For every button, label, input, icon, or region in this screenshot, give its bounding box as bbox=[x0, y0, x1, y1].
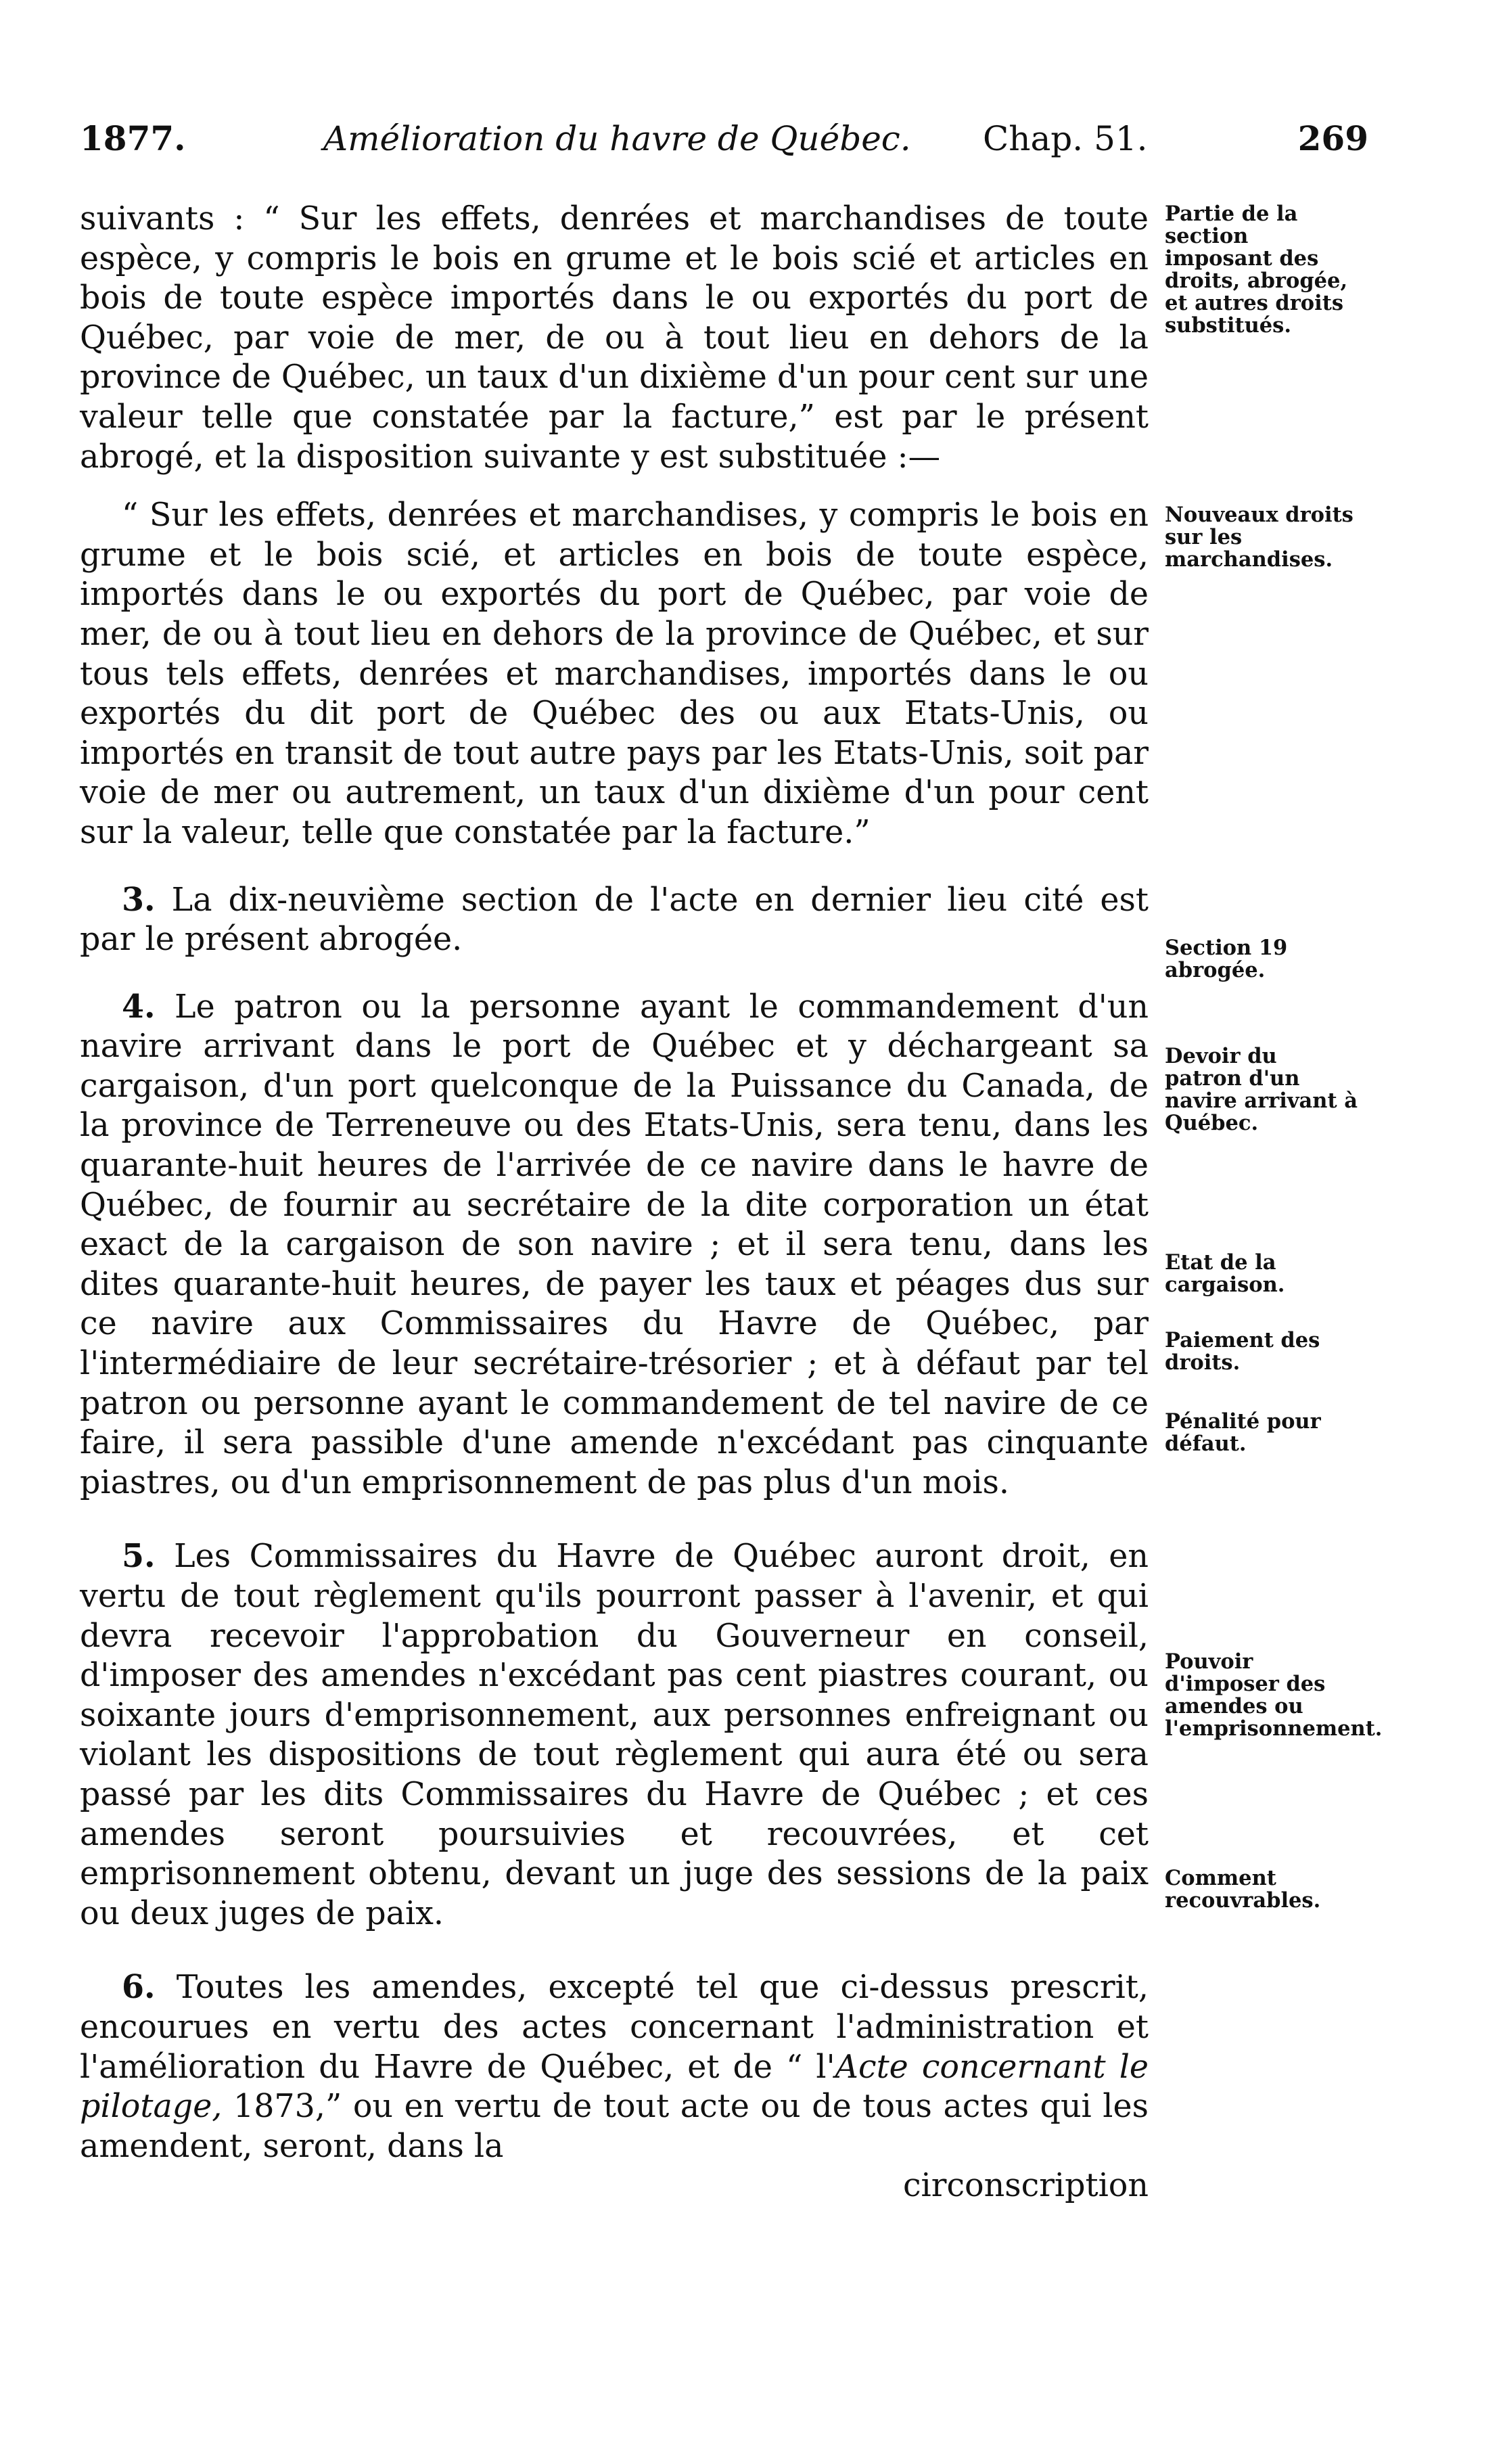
section-text: 1873,” ou en vertu de tout acte ou de tous actes qui les amendent, seront, dans la bbox=[80, 2088, 1149, 2165]
section-number: 5. bbox=[122, 1537, 156, 1576]
section-text: La dix-neuvième section de l'acte en dernier lieu cité est par le présent abrogée. bbox=[80, 881, 1149, 959]
running-head bbox=[80, 115, 1368, 162]
body-text bbox=[80, 200, 1149, 2206]
margin-note: Pénalité pour défaut. bbox=[1165, 1409, 1321, 1456]
margin-note: Partie de la section imposant des droits, abrogée, et autres droits substitués. bbox=[1165, 202, 1348, 338]
section-3 bbox=[80, 880, 1149, 960]
paragraph-continuation: suivants : “ Sur les effets, denrées et marchandises de toute espèce, y compris le bois en grume et le bois scié et articles en bois de toute espèce importés dans le ou exportés du port de Québec, par voie de mer, de ou à tout lieu en dehors de la province de Québec, un taux d'un dixième d'un pour cent sur une valeur telle que constatée par la facture,” est par le présent abrogé, et la disposition suivante y est substituée :— bbox=[80, 200, 1149, 476]
margin-note: Paiement des droits. bbox=[1165, 1328, 1320, 1375]
section-number: 6. bbox=[122, 1968, 156, 2007]
section-number: 4. bbox=[122, 987, 156, 1026]
header-title: Amélioration du havre de Québec. bbox=[323, 119, 911, 158]
margin-note: Nouveaux droits sur les marchandises. bbox=[1165, 503, 1354, 572]
header-chapter: Chap. 51. bbox=[983, 119, 1148, 158]
paragraph-substituted-provision: “ Sur les effets, denrées et marchandises, y compris le bois en grume et le bois scié, et articles en bois de toute espèce, importés dans le ou exportés du port de Québec, par voie de mer, de ou à tout lieu en dehors de la province de Québec, et sur tous tels effets, denrées et marchandises, importés dans le ou exportés du dit port de Québec des ou aux Etats-Unis, ou importés en transit de tout autre pays par les Etats-Unis, soit par voie de mer ou autrement, un taux d'un dixième d'un pour cent sur la valeur, telle que constatée par la facture.” bbox=[80, 497, 1149, 851]
section-4 bbox=[80, 987, 1149, 1503]
page-number: 269 bbox=[1297, 118, 1368, 158]
section-text: Les Commissaires du Havre de Québec auront droit, en vertu de tout règlement qu'ils pourront passer à l'avenir, et qui devra recevoir l'approbation du Gouverneur en conseil, d'imposer des amendes n'excédant pas cent piastres courant, ou soixante jours d'emprisonnement, aux personnes enfreignant ou violant les dispositions de tout règlement qui aura été ou sera passé par les dits Commissaires du Havre de Québec ; et ces amendes seront poursuivies et recouvrées, et cet emprisonnement obtenu, devant un juge des sessions de la paix ou deux juges de paix. bbox=[80, 1538, 1149, 1932]
margin-note: Pouvoir d'imposer des amendes ou l'emprisonnement. bbox=[1165, 1649, 1383, 1741]
section-number: 3. bbox=[122, 880, 156, 919]
act-title: Acte concernant le pilotage, bbox=[80, 2048, 1149, 2126]
margin-note: Comment recouvrables. bbox=[1165, 1866, 1321, 1913]
section-text: Le patron ou la personne ayant le commandement d'un navire arrivant dans le port de Québec et y déchargeant sa cargaison, d'un port quelconque de la Puissance du Canada, de la province de Terreneuve ou des Etats-Unis, sera tenu, dans les quarante-huit heures de l'arrivée de ce navire dans le havre de Québec, de fournir au secrétaire de la dite corporation un état exact de la cargaison de son navire ; et il sera tenu, dans les dites quarante-huit heures, de payer les taux et péages dus sur ce navire aux Commissaires du Havre de Québec, par l'intermédiaire de leur secrétaire-trésorier ; et à défaut par tel patron ou personne ayant le commandement de tel navire de ce faire, il sera passible d'une amende n'excédant pas cinquante piastres, ou d'un emprisonnement de pas plus d'un mois. bbox=[80, 988, 1149, 1501]
section-5 bbox=[80, 1536, 1149, 1934]
section-text: Toutes les amendes, excepté tel que ci-dessus prescrit, encourues en vertu des actes concernant l'administration et l'amélioration du Havre de Québec, et de “ l' bbox=[80, 1969, 1149, 2086]
margin-note: Etat de la cargaison. bbox=[1165, 1250, 1285, 1297]
margin-note: Section 19 abrogée. bbox=[1165, 936, 1288, 982]
section-6 bbox=[80, 1967, 1149, 2166]
header-year: 1877. bbox=[80, 118, 186, 158]
catchword: circonscription bbox=[902, 2167, 1149, 2205]
margin-note: Devoir du patron d'un navire arrivant à Québec. bbox=[1165, 1044, 1358, 1135]
